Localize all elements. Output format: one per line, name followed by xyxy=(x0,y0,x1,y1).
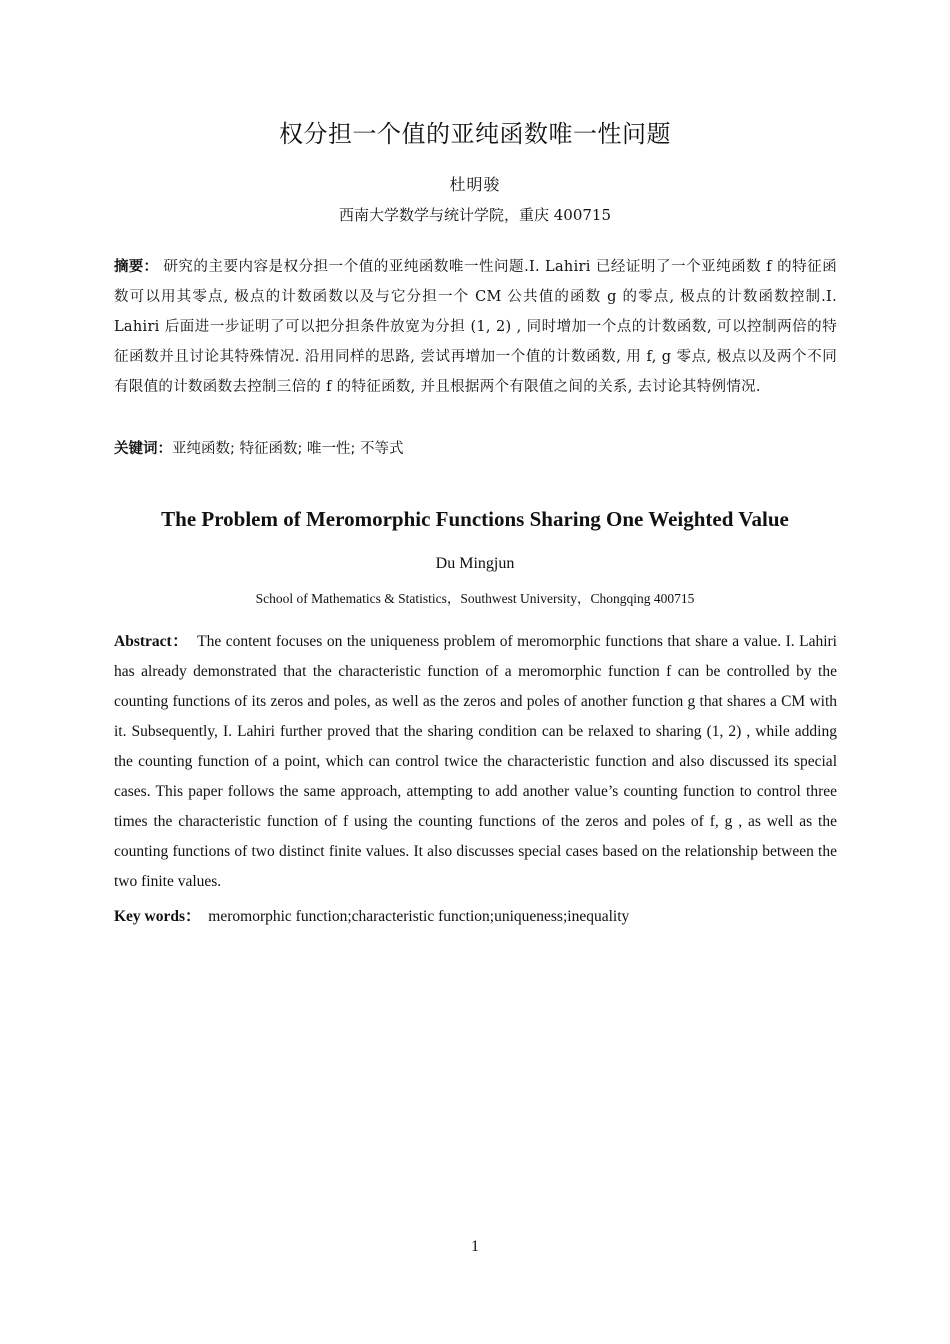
english-affiliation: School of Mathematics & Statistics，Southwest University，Chongqing 400715 xyxy=(255,591,695,606)
english-keywords-text: meromorphic function;characteristic function;uniqueness;inequality xyxy=(208,908,630,925)
english-author: Du Mingjun xyxy=(435,555,515,572)
chinese-author: 杜明骏 xyxy=(449,175,501,194)
english-keywords xyxy=(114,904,837,926)
english-title: The Problem of Meromorphic Functions Sharing One Weighted Value xyxy=(161,507,789,531)
chinese-title: 权分担一个值的亚纯函数唯一性问题 xyxy=(279,120,671,148)
chinese-keywords-label: 关键词： xyxy=(114,441,172,457)
english-abstract xyxy=(114,627,837,897)
english-abstract-label: Abstract： xyxy=(114,633,189,650)
english-keywords-label: Key words： xyxy=(114,908,201,925)
chinese-keywords-text: 亚纯函数; 特征函数; 唯一性; 不等式 xyxy=(172,441,404,457)
chinese-keywords xyxy=(114,437,837,458)
chinese-abstract-text: 研究的主要内容是权分担一个值的亚纯函数唯一性问题.I. Lahiri 已经证明了一个亚纯函数 f 的特征函数可以用其零点, 极点的计数函数以及与它分担一个 CM 公共值的函数 g 的零点, 极点的计数函数控制.I. Lahiri 后面进一步证明了可以把分担条件放宽为分担 (1, 2) , 同时增加一个点的计数函数, 可以控制两倍的特征函数并且讨论其特殊情况. 沿用同样的思路, 尝试再增加一个值的计数函数, 用 f, g 零点, 极点以及两个不同有限值的计数函数去控制三倍的 f 的特征函数, 并且根据两个有限值之间的关系, 去讨论其特例情况. xyxy=(114,259,837,395)
page-number: 1 xyxy=(471,1238,479,1255)
chinese-affiliation: 西南大学数学与统计学院，重庆 400715 xyxy=(338,206,612,224)
english-abstract-text: The content focuses on the uniqueness problem of meromorphic functions that share a value. I. Lahiri has already demonstrated that the characteristic function of a meromorphic function f can be controlled by the counting functions of its zeros and poles, as well as the zeros and poles of another function g that shares a CM with it. Subsequently, I. Lahiri further proved that the sharing condition can be relaxed to sharing (1, 2) , while adding the counting function of a point, which can control twice the characteristic function and also discussed its special cases. This paper follows the same approach, attempting to add another value’s counting function to control three times the characteristic function of f using the counting functions of the zeros and poles of f, g , as well as the counting functions of two distinct finite values. It also discusses special cases based on the relationship between the two finite values. xyxy=(114,633,837,890)
chinese-abstract-label: 摘要： xyxy=(114,259,159,275)
chinese-abstract xyxy=(114,252,837,402)
